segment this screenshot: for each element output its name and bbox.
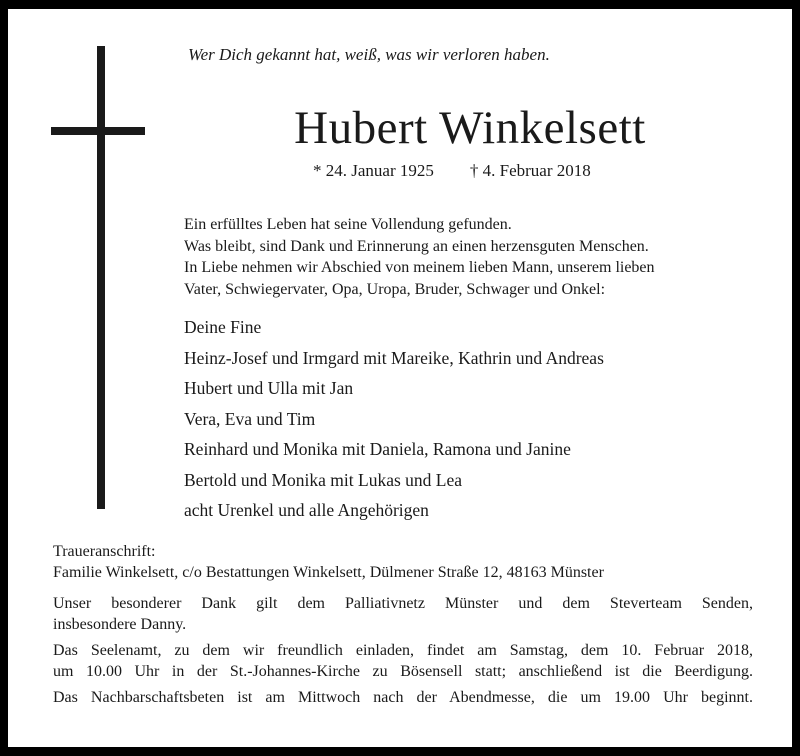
address-label: Traueranschrift: <box>53 543 156 560</box>
death-date: † 4. Februar 2018 <box>469 161 591 180</box>
footer-info <box>53 541 753 708</box>
mourner-entry: Heinz-Josef und Irmgard mit Mareike, Kathrin und Andreas <box>184 347 604 368</box>
mourners-list <box>184 312 604 526</box>
intro-line: Ein erfülltes Leben hat seine Vollendung gefunden. <box>184 216 512 233</box>
life-dates <box>313 161 591 181</box>
mourner-entry: Vera, Eva und Tim <box>184 408 316 429</box>
mourner-entry: Hubert und Ulla mit Jan <box>184 378 354 398</box>
intro-line: Vater, Schwiegervater, Opa, Uropa, Bruder, Schwager und Onkel: <box>184 280 606 298</box>
intro-text <box>184 214 655 300</box>
deceased-name: Hubert Winkelsett <box>294 102 646 154</box>
mourner-entry: Deine Fine <box>184 317 262 337</box>
thanks-line: Unser besonderer Dank gilt dem Palliativnetz Münster und dem Steverteam Senden, <box>53 595 753 612</box>
birth-date: * 24. Januar 1925 <box>313 161 434 180</box>
service-line: um 10.00 Uhr in der St.-Johannes-Kirche zu Bösensell statt; anschließend ist die Beerdigung. <box>53 663 753 680</box>
intro-line: In Liebe nehmen wir Abschied von meinem lieben Mann, unserem lieben <box>184 259 655 276</box>
thanks-line: insbesondere Danny. <box>53 616 187 633</box>
prayer-line: Das Nachbarschaftsbeten ist am Mittwoch nach der Abendmesse, die um 19.00 Uhr beginnt. <box>53 689 753 706</box>
obituary-notice <box>8 9 792 747</box>
mourner-entry: Reinhard und Monika mit Daniela, Ramona und Janine <box>184 439 571 459</box>
mourner-entry: acht Urenkel und alle Angehörigen <box>184 500 429 520</box>
motto: Wer Dich gekannt hat, weiß, was wir verloren haben. <box>188 45 550 64</box>
address: Familie Winkelsett, c/o Bestattungen Winkelsett, Dülmener Straße 12, 48163 Münster <box>53 564 604 581</box>
service-line: Das Seelenamt, zu dem wir freundlich einladen, findet am Samstag, dem 10. Februar 2018, <box>53 642 753 659</box>
intro-line: Was bleibt, sind Dank und Erinnerung an einen herzensguten Menschen. <box>184 237 649 255</box>
mourner-entry: Bertold und Monika mit Lukas und Lea <box>184 469 463 490</box>
